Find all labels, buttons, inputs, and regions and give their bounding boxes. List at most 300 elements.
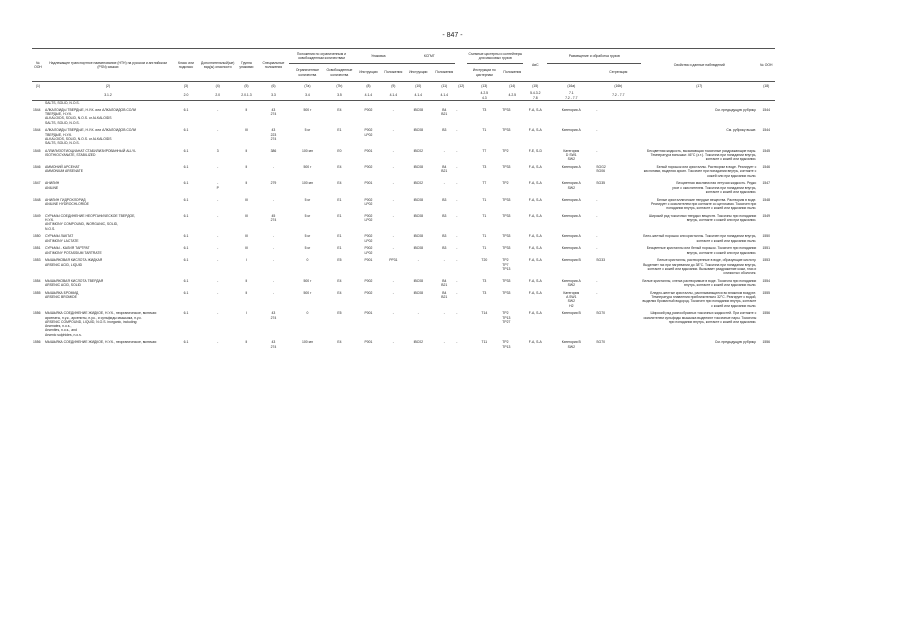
cell-packing-provision: - (392, 290, 394, 295)
column-reference (32, 91, 44, 101)
cell-tank-instruction: T1 (482, 128, 487, 133)
column-reference: 4.2.5 (501, 91, 523, 101)
cell-column-12: - (456, 234, 458, 239)
cell-un-number: 1551 (33, 246, 41, 251)
table-row (32, 338, 775, 350)
header-ibc-provisions: Положения (435, 70, 454, 75)
column-reference: 2.0.1.3 (235, 91, 257, 101)
cell-ibc-instruction: IBC08 (413, 290, 424, 295)
cell-packing-group: III (245, 128, 248, 133)
column-number: (3) (172, 82, 200, 92)
cell-limited-quantity: 100 мл (301, 181, 313, 186)
table-row (32, 256, 775, 277)
table-row (32, 232, 775, 244)
dangerous-goods-table (32, 48, 775, 350)
table-row (32, 244, 775, 256)
table-row (32, 105, 775, 126)
cell-stowage: Категория A SW2 (561, 181, 581, 190)
column-number: (14) (501, 82, 523, 92)
cell-subsidiary-hazard: - (217, 340, 219, 345)
cell-packing-instruction: P001 (364, 340, 373, 345)
cell-ibc-instruction: IBC08 (413, 246, 424, 251)
cell-packing-provision: - (392, 246, 394, 251)
cell-packing-provision: - (392, 278, 394, 283)
cell-special-provisions: 45 274 (270, 213, 277, 222)
cell-un-number: 1547 (33, 181, 41, 186)
column-number: (6) (257, 82, 289, 92)
cell-properties: Бесцветные кристаллы или белый порошок. Токсичен при попадании внутрь, контакте с кожей или при вдыхании. (646, 246, 757, 255)
cell-limited-quantity: 5 кг (304, 128, 311, 133)
cell-limited-quantity: 100 мл (301, 340, 313, 345)
cell-properties: Бело-желтый порошок или кристаллы. Токсичен при попадании внутрь, контакте с кожей или вдыхании пыли. (643, 234, 757, 243)
cell-ibc-instruction: IBC08 (413, 128, 424, 133)
cell-ems: F-E, S-D (528, 148, 542, 153)
cell-properties: См. предыдущую рубрику. (714, 340, 757, 345)
header-packing-provisions: Положения (384, 70, 403, 75)
cell-ibc-provision: B3 (442, 246, 447, 251)
cell-segregation: - (596, 197, 598, 202)
cell-tank-instruction: T7 (482, 148, 487, 153)
cell-subsidiary-hazard: - (217, 213, 219, 218)
cell-column-12: - (456, 181, 458, 186)
cell-un-number-right: 1544 (762, 128, 771, 133)
cell-tank-provision: TP33 (502, 234, 511, 239)
column-reference: 3.3 (257, 91, 289, 101)
cell-column-12: - (456, 107, 458, 112)
cell-class: 6.1 (183, 181, 189, 186)
header-special-provisions: Специальные положения (257, 49, 289, 82)
cell-class: 6.1 (183, 290, 189, 295)
table-row (32, 146, 775, 162)
cell-packing-group: II (245, 181, 248, 186)
cell-stowage: Категория A (561, 213, 581, 218)
cell-properties: Бесцветная маслянистая летучая жидкость. Редко ухое с окислителем. Токсична при попадании внутрь, контакте с кожей или вдыхании. (672, 181, 757, 194)
cell-tank-instruction: T1 (482, 246, 487, 251)
cell-excepted-quantity: E4 (337, 107, 342, 112)
cell-packing-provision: - (392, 148, 394, 153)
cell-column-12: - (456, 246, 458, 251)
header-class: Класс или подкласс (172, 49, 200, 82)
column-number: (7a) (289, 82, 325, 92)
cell-packing-provision: - (392, 311, 394, 316)
cell-un-number: 1549 (33, 213, 41, 218)
cell-tank-provision: TP2 TP7 TP13 (502, 258, 511, 271)
cell-tank-instruction: T20 (481, 258, 488, 263)
cell-un-number: 1548 (33, 197, 41, 202)
cell-packing-group: II (245, 107, 248, 112)
cell-excepted-quantity: E4 (337, 181, 342, 186)
cell-un-number-right: 1548 (762, 197, 771, 202)
table-row (32, 126, 775, 147)
cell-properties: Широкий ряд токсичных твердых веществ. Токсичны при попадании внутрь, контакте с кожей или при вдыхании. (648, 213, 757, 222)
header-ibc-instructions: Инструкции (409, 70, 428, 75)
cell-subsidiary-hazard: - (217, 246, 219, 251)
cell-packing-instruction: P001 (364, 148, 373, 153)
cell-ibc-provision: - (443, 148, 445, 153)
table-row (32, 276, 775, 288)
table-row (32, 163, 775, 179)
cell-packing-instruction: P002 (364, 290, 373, 295)
cell-packing-group: III (245, 213, 248, 218)
column-number: (16a) (547, 82, 595, 92)
column-number: (9) (383, 82, 403, 92)
header-tank-instructions: Инструкции по цистернам (472, 68, 496, 77)
cell-ibc-instruction: - (417, 311, 419, 316)
cell-un-number: 1550 (33, 234, 41, 239)
cell-ibc-provision: B4 B21 (441, 278, 448, 287)
cell-excepted-quantity: E1 (337, 197, 342, 202)
table-row (32, 211, 775, 232)
cell-shipping-name: МЫШЬЯКА СОЕДИНЕНИЕ ЖИДКОЕ, Н.У.К., неорганическое, включая: (45, 340, 157, 345)
cell-un-number: 1553 (33, 258, 41, 263)
column-reference: 3.4 (289, 91, 325, 101)
cell-stowage: Категория B SW2 (561, 340, 581, 349)
cell-class: 6.1 (183, 340, 189, 345)
cell-column-12: - (456, 278, 458, 283)
cell-segregation: - (596, 107, 598, 112)
cell-excepted-quantity: E0 (337, 148, 342, 153)
cell-properties: Белые кристаллические твердые вещества. Растворим в воде. Реагирует с окислителем при контакте со щелочами. Токсичен при попадании внутрь, контакте с кожей или вдыхании пыли. (650, 197, 757, 210)
cell-un-number-right: 1555 (762, 290, 771, 295)
cell-segregation: SG70 (596, 340, 605, 345)
cell-excepted-quantity: E1 (337, 234, 342, 239)
cell-ibc-instruction: IBC02 (413, 148, 424, 153)
cell-packing-group: II (245, 148, 248, 153)
header-tanks: Съемные цистерны и контейнеры для массовых грузов (467, 49, 523, 64)
cell-column-12: - (456, 148, 458, 153)
cell-stowage: Категория B (561, 258, 581, 263)
cell-un-number: 1545 (33, 148, 41, 153)
cell-packing-provision: - (392, 107, 394, 112)
column-number: (13) (467, 82, 501, 92)
cell-shipping-name: СУРЬМЫ ЛАКТАТ ANTIMONY LACTATE (45, 234, 79, 243)
column-reference: 7.2 - 7.7 (595, 91, 641, 101)
cell-packing-group: I (245, 311, 247, 316)
cell-ibc-provision: - (443, 340, 445, 345)
column-reference: 7.1 7.2 - 7.7 (547, 91, 595, 101)
cell-un-number: 1554 (33, 278, 41, 283)
cell-ibc-instruction: IBC08 (413, 278, 424, 283)
cell-special-provisions: - (272, 258, 274, 263)
column-reference: 3.5 (325, 91, 353, 101)
cell-shipping-name: МЫШЬЯКОВАЯ КИСЛОТА ЖИДКАЯ ARSENIC ACID, LIQUID (45, 258, 103, 267)
cell-ibc-provision: - (443, 181, 445, 186)
cell-un-number-right: 1546 (762, 165, 771, 169)
cell-excepted-quantity: E5 (337, 311, 342, 316)
header-excepted-quantities: Освобожденные количества (326, 68, 353, 77)
cell-special-provisions: - (272, 278, 274, 283)
cell-class: 6.1 (183, 234, 189, 239)
cell-subsidiary-hazard: - (217, 311, 219, 316)
cell-packing-provision: - (392, 128, 394, 133)
cell-packing-instruction: P002 LP02 (364, 128, 373, 137)
header-tank-provisions: Положения (503, 70, 522, 75)
cell-packing-provision: - (392, 165, 394, 169)
cell-tank-provision: TP33 (502, 278, 511, 283)
cell-limited-quantity: 500 г (303, 107, 312, 112)
cell-shipping-name: АЛКАЛОИДЫ ТВЕРДЫЕ, Н.У.К. или АЛКАЛОИДОВ СОЛИ ТВЕРДЫЕ, Н.У.К. ALKALOIDS, SOLID, N.O.S. or ALKALOIDS SALTS, SOLID, N.O.S. (45, 128, 137, 145)
cell-limited-quantity: 500 г (303, 278, 312, 283)
cell-column-12: - (456, 311, 458, 316)
cell-special-provisions: - (272, 234, 274, 239)
cell-shipping-name: СУРЬМЫ СОЕДИНЕНИЕ НЕОРГАНИЧЕСКОЕ ТВЕРДОЕ, Н.У.К. ANTIMONY COMPOUND, INORGANIC, SOLID, N.O.S. (45, 213, 136, 231)
cell-subsidiary-hazard: - (217, 165, 219, 169)
header-shipping-name: Надлежащее транспортное наименование (НТН) на русском и английском (PSN) языках (44, 49, 172, 82)
cell-special-provisions: - (272, 197, 274, 202)
cell-segregation: - (596, 234, 598, 239)
cell-excepted-quantity: E4 (337, 290, 342, 295)
cell-tank-instruction: T1 (482, 213, 487, 218)
cell-ems: F-A, S-A (528, 311, 542, 316)
cell-tank-provision: TP33 (502, 107, 511, 112)
cell-ems: F-A, S-A (528, 258, 542, 263)
cell-packing-instruction: P002 (364, 278, 373, 283)
cell-tank-instruction: T3 (482, 278, 487, 283)
cell-ems: F-A, S-A (528, 213, 542, 218)
cell-packing-instruction: P002 LP02 (364, 246, 373, 255)
header-properties: Свойства и данные наблюдений (641, 49, 757, 82)
column-number: (1) (32, 82, 44, 92)
header-subsidiary-hazard: Дополнительный(ые) вид(ы) опасности (200, 49, 235, 82)
cell-ibc-instruction: IBC08 (413, 234, 424, 239)
header-limited-quantities-group: Положения по ограниченным и освобожденным количествам (289, 49, 353, 64)
cell-ems: F-A, S-A (528, 165, 542, 169)
cell-un-number-right: 1556 (762, 311, 771, 316)
cell-ems: F-A, S-A (528, 290, 542, 295)
cell-segregation: - (596, 213, 598, 218)
cell-packing-group: III (245, 197, 248, 202)
cell-ibc-provision: B4 B21 (441, 107, 448, 116)
column-reference: 2.0 (200, 91, 235, 101)
page-number: - 847 - (442, 32, 463, 39)
cell-ibc-instruction: IBC08 (413, 107, 424, 112)
cell-column-12: - (456, 340, 458, 345)
cell-class: 6.1 (183, 128, 189, 133)
cell-ems: F-A, S-A (528, 107, 542, 112)
table-body (32, 101, 775, 350)
cell-packing-group: I (245, 258, 247, 263)
cell-stowage: Категория A SW1 SW2 H2 (563, 290, 580, 308)
cell-properties: Белый порошок или кристаллы. Растворим в воде. Реагирует с кислотами, выделяя арсин. Токсичен при попадании внутрь, контакте с кожей или при вдыхании пыли. (643, 165, 757, 178)
cell-special-provisions: 279 (270, 181, 277, 186)
cell-class: 6.1 (183, 311, 189, 316)
cell-subsidiary-hazard: - (217, 197, 219, 202)
cell-packing-provision: - (392, 234, 394, 239)
cell-packing-group: II (245, 290, 248, 295)
cell-properties: См. предыдущую рубрику. (714, 107, 757, 112)
cell-un-number-right: 1553 (762, 258, 771, 263)
cell-packing-instruction: P002 (364, 107, 373, 112)
cell-special-provisions: - (272, 290, 274, 295)
column-number: (16b) (595, 82, 641, 92)
table-header (32, 49, 775, 101)
cell-limited-quantity: 5 кг (304, 246, 311, 251)
cell-packing-provision: - (392, 197, 394, 202)
cell-un-number: 1544 (33, 128, 41, 133)
cell-segregation: - (596, 128, 598, 133)
cell-limited-quantity: 0 (306, 258, 309, 263)
header-stowage-group: Размещение и обработка грузов (547, 49, 641, 64)
header-limited-quantities: Ограниченные количества (295, 68, 319, 77)
cell-tank-provision: TP2 (502, 148, 509, 153)
cell-column-12: - (456, 258, 458, 263)
cell-ems: F-A, S-A (528, 340, 542, 345)
cell-tank-instruction: T3 (482, 165, 487, 169)
column-number: (2) (44, 82, 172, 92)
cell-packing-instruction: P002 (364, 165, 373, 169)
cell-excepted-quantity: E4 (337, 340, 342, 345)
cell-subsidiary-hazard: - (217, 234, 219, 239)
cell-special-provisions: 386 (270, 148, 277, 153)
cell-stowage: Категория A (561, 234, 581, 239)
cell-packing-provision: PP31 (389, 258, 398, 263)
cell-tank-instruction: T1 (482, 234, 487, 239)
cell-un-number-right: 1554 (762, 278, 771, 283)
column-number: (7b) (325, 82, 353, 92)
cell-un-number: 1556 (33, 340, 41, 345)
cell-packing-group: III (245, 234, 248, 239)
cell-subsidiary-hazard: - (217, 278, 219, 283)
cell-ibc-provision: B3 (442, 234, 447, 239)
cell-ibc-instruction: - (417, 258, 419, 263)
cell-packing-provision: - (392, 340, 394, 345)
cell-packing-instruction: P002 LP02 (364, 234, 373, 243)
cell-properties: Бесцветная жидкость, вызывающая токсичные раздражающие пары. Температура вспышки: 46°C (з.т.). Токсична при попадании внутрь, контакте с кожей или вдыхании. (647, 148, 757, 162)
cell-tank-provision: TP33 (502, 213, 511, 218)
cell-stowage: Категория D SW1 SW2 (563, 148, 580, 162)
cell-ibc-instruction: IBC02 (413, 340, 424, 345)
cell-un-number-right: 1550 (762, 234, 771, 239)
cell-tank-instruction: T3 (482, 107, 487, 112)
cell-tank-instruction: T14 (481, 311, 488, 316)
column-number: (8) (353, 82, 383, 92)
cell-ems: F-A, S-A (528, 246, 542, 251)
cell-segregation: SGG2 SG06 (596, 165, 606, 174)
cell-segregation: - (596, 246, 598, 251)
column-reference: 4.1.4 (403, 91, 433, 101)
cell-column-12: - (456, 128, 458, 133)
column-number: (18) (757, 82, 775, 92)
cell-excepted-quantity: E4 (337, 278, 342, 283)
cell-stowage: Категория A SW2 (561, 278, 581, 287)
cell-subsidiary-hazard: - (217, 258, 219, 263)
cell-packing-instruction: P001 (364, 311, 373, 316)
cell-ibc-provision: B3 (442, 197, 447, 202)
cell-ems: F-A, S-A (528, 181, 542, 186)
column-number: (5) (235, 82, 257, 92)
header-un-number: № ООН (32, 49, 44, 82)
cell-stowage: Категория A (561, 128, 581, 133)
cell-tank-provision: TP33 (502, 128, 511, 133)
cell-shipping-name: АНИЛИН ГИДРОХЛОРИД ANILINE HYDROCHLORIDE (45, 197, 89, 206)
cell-ibc-provision: B3 (442, 213, 447, 218)
cell-ibc-instruction: IBC08 (413, 213, 424, 218)
cell-ems: F-A, S-A (528, 234, 542, 239)
cell-un-number: 1546 (33, 165, 41, 169)
cell-class: 6.1 (183, 197, 189, 202)
cell-shipping-name: АЛЛИЛИЗОТИОЦИАНАТ СТАБИЛИЗИРОВАННЫЙ ALLYL ISOTHIOCYANATE, STABILIZED (45, 148, 137, 157)
column-reference: 4.1.4 (383, 91, 403, 101)
cell-un-number-right: 1547 (762, 181, 771, 186)
cell-tank-provision: TP33 (502, 290, 511, 295)
cell-tank-provision: TP33 (502, 197, 511, 202)
cell-limited-quantity: 500 г (303, 165, 312, 169)
cell-ibc-provision: B3 (442, 128, 447, 133)
cell-properties: Широкий ряд разнообразных токсичных жидкостей. При контакте с окислителем сульфиды мышьяка выделяют токсичные пары. Токсичны при попадании внутрь, контакте с кожей или вдыхании. (643, 311, 757, 324)
cell-special-provisions: - (272, 246, 274, 251)
header-packing-instructions: Инструкции (359, 70, 378, 75)
cell-properties: Белые кристаллы, растворенные в воде, образующие кислоту. Выделяет газ при нагревании до 38°C. Токсична при попадании внутрь, контакте с кожей или вдыхании. Вызывает раздражение кожи, глаз и слизистых оболочек. (643, 258, 757, 275)
cell-packing-instruction: P002 LP02 (364, 197, 373, 206)
cell-segregation: - (596, 290, 598, 295)
cell-special-provisions: 43 223 274 (270, 128, 277, 141)
cell-class: 6.1 (183, 165, 189, 169)
cell-stowage: Категория A (561, 107, 581, 112)
column-number: (17) (641, 82, 757, 92)
cell-shipping-name: АНИЛИН ANILINE (45, 181, 60, 190)
cell-class: 6.1 (183, 258, 189, 263)
cell-packing-provision: - (392, 213, 394, 218)
cell-segregation: - (596, 278, 598, 283)
cell-un-number-right: 1544 (762, 107, 771, 112)
cell-un-number-right: 1549 (762, 213, 771, 218)
cell-limited-quantity: 100 мл (301, 148, 313, 153)
cell-tank-provision: TP33 (502, 165, 511, 169)
cell-tank-instruction: T11 (481, 340, 488, 345)
cell-segregation: SG70 (596, 311, 605, 316)
cell-ibc-provision: - (443, 311, 445, 316)
cell-tank-provision: TP2 (502, 181, 509, 186)
cell-class: 6.1 (183, 246, 189, 251)
cell-segregation: SG33 (596, 258, 605, 263)
cell-special-provisions: 43 274 (270, 340, 277, 349)
cell-excepted-quantity: E1 (337, 213, 342, 218)
cell-class: 6.1 (183, 213, 189, 218)
column-number: (11) (433, 82, 455, 92)
column-reference: 4.1.4 (433, 91, 455, 101)
cell-shipping-name: МЫШЬЯКА БРОМИД ARSENIC BROMIDE (45, 290, 79, 299)
table-row (32, 195, 775, 211)
cell-excepted-quantity: E5 (337, 258, 342, 263)
cell-subsidiary-hazard: - (217, 107, 219, 112)
cell-packing-group: II (245, 165, 248, 169)
header-un-number-right: № ООН (757, 49, 775, 82)
cell-subsidiary-hazard: - P (216, 181, 219, 190)
cell-packing-instruction: P001 (364, 258, 373, 263)
cell-packing-group: II (245, 278, 248, 283)
cell-limited-quantity: 0 (306, 311, 309, 316)
column-reference: 5.4.3.2 7.8 (523, 91, 547, 101)
cell-properties: Белые кристаллы, слегка растворимые в воде. Токсична при попадании внутрь, контакте с кожей или вдыхании пыли. (642, 278, 757, 287)
cell-packing-group: II (245, 340, 248, 345)
column-number: (10) (403, 82, 433, 92)
cell-special-provisions: - (272, 165, 274, 169)
column-number: (4) (200, 82, 235, 92)
cell-excepted-quantity: E4 (337, 165, 342, 169)
cell-un-number: 1556 (33, 311, 41, 316)
table-row (32, 288, 775, 309)
cell-special-provisions: 43 274 (270, 311, 277, 320)
header-stowage-empty (547, 64, 595, 82)
column-reference (455, 91, 467, 101)
cell-ems: F-A, S-A (528, 197, 542, 202)
cell-class: 6.1 (183, 148, 189, 153)
cell-stowage: Категория A (561, 165, 581, 169)
column-numbers-row (32, 82, 775, 92)
cell-subsidiary-hazard: 3 (216, 148, 219, 153)
cell-un-number-right: 1545 (762, 148, 771, 153)
cell-shipping-name: АММОНИЙ АРСЕНАТ AMMONIUM ARSENATE (45, 165, 83, 174)
